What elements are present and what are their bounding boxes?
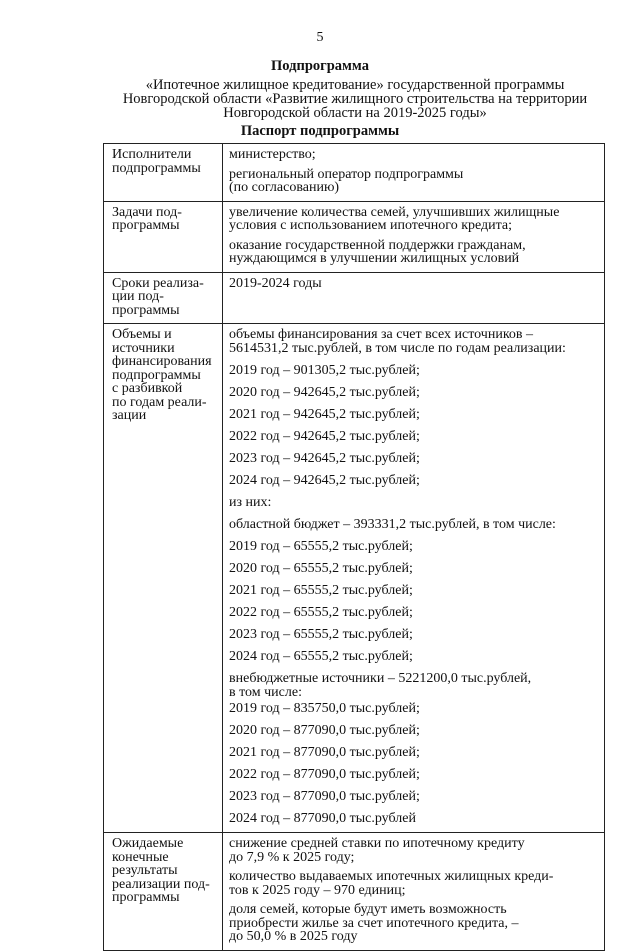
row-label	[104, 144, 223, 202]
value-paragraph	[229, 206, 599, 233]
financing-year-line: 2021 год – 942645,2 тыс.рублей;	[229, 407, 420, 422]
label-line: конечные	[112, 849, 169, 865]
financing-year-line: 2022 год – 942645,2 тыс.рублей;	[229, 429, 420, 444]
row-value	[223, 144, 605, 202]
table-row-results	[104, 833, 605, 951]
value-paragraph	[229, 148, 599, 162]
document-subtitle	[95, 78, 615, 120]
label-line: зации	[112, 408, 147, 423]
financing-year-line: 2019 год – 835750,0 тыс.рублей;	[229, 701, 420, 716]
document-title: Подпрограмма	[271, 58, 369, 74]
row-label	[104, 201, 223, 272]
label-line: по годам реали-	[112, 394, 207, 410]
label-line: Ожидаемые	[112, 836, 184, 851]
label-line: источники	[112, 340, 175, 356]
table-row-financing	[104, 324, 605, 833]
value-line: министерство;	[229, 147, 316, 162]
label-line: программы	[112, 302, 180, 318]
passport-table	[103, 143, 605, 951]
label-line: подпрограммы	[112, 367, 201, 383]
value-paragraph	[229, 168, 599, 195]
label-line: Задачи под-	[112, 204, 182, 220]
page-number: 5	[316, 30, 324, 45]
value-line: 2019-2024 годы	[229, 275, 322, 291]
financing-year-line: 2024 год – 942645,2 тыс.рублей;	[229, 473, 420, 488]
financing-of-which: из них:	[229, 495, 272, 510]
passport-title: Паспорт подпрограммы	[240, 123, 400, 139]
value-line: в том числе:	[229, 685, 302, 700]
label-line: финансирования	[112, 354, 212, 369]
value-line: до 50,0 % в 2025 году	[229, 929, 358, 944]
financing-year-line: 2024 год – 877090,0 тыс.рублей	[229, 811, 416, 826]
value-line: объемы финансирования за счет всех источников –	[229, 327, 534, 342]
financing-year-line: 2023 год – 942645,2 тыс.рублей;	[229, 451, 420, 466]
financing-total	[229, 328, 599, 364]
label-line: подпрограммы	[112, 160, 201, 176]
financing-year-line: 2022 год – 65555,2 тыс.рублей;	[229, 605, 413, 620]
financing-year-line: 2022 год – 877090,0 тыс.рублей;	[229, 767, 420, 782]
financing-year-line: 2019 год – 901305,2 тыс.рублей;	[229, 363, 420, 378]
financing-year-line: 2020 год – 877090,0 тыс.рублей;	[229, 723, 420, 738]
table-row-executors	[104, 144, 605, 202]
label-line: ции под-	[112, 289, 164, 304]
value-line: количество выдаваемых ипотечных жилищных креди-	[229, 869, 554, 884]
label-line: Объемы и	[112, 327, 172, 342]
value-line: увеличение количества семей, улучшивших жилищные	[229, 204, 560, 220]
table-row-terms	[104, 272, 605, 324]
row-label	[104, 833, 223, 951]
row-value	[223, 833, 605, 951]
financing-extra-budget	[229, 672, 599, 702]
row-value	[223, 201, 605, 272]
value-paragraph	[229, 837, 599, 864]
value-line: внебюджетные источники – 5221200,0 тыс.рублей,	[229, 671, 532, 686]
subtitle-line: Новгородской области на 2019-2025 годы»	[223, 105, 487, 121]
value-line: снижение средней ставки по ипотечному кредиту	[229, 836, 525, 851]
value-line: условия с использованием ипотечного кредита;	[229, 218, 513, 233]
value-line: приобрести жилье за счет ипотечного кредита, –	[229, 915, 519, 931]
value-paragraph	[229, 903, 599, 944]
label-line: Сроки реализа-	[112, 275, 204, 291]
label-line: программы	[112, 890, 180, 905]
value-paragraph	[229, 870, 599, 897]
value-line: доля семей, которые будут иметь возможность	[229, 902, 507, 917]
row-label	[104, 324, 223, 833]
value-line: тов к 2025 году – 970 единиц;	[229, 882, 406, 898]
label-line: результаты	[112, 863, 178, 878]
label-line: программы	[112, 218, 180, 233]
financing-year-line: 2019 год – 65555,2 тыс.рублей;	[229, 539, 413, 554]
financing-regional-budget: областной бюджет – 393331,2 тыс.рублей, в том числе:	[229, 517, 556, 532]
label-line: реализации под-	[112, 876, 210, 892]
value-line: нуждающимся в улучшении жилищных условий	[229, 251, 520, 266]
subtitle-line: Новгородской области «Развитие жилищного строительства на территории	[122, 91, 588, 107]
value-paragraph	[229, 239, 599, 266]
value-line: до 7,9 % к 2025 году;	[229, 849, 355, 865]
label-line: с разбивкой	[112, 381, 183, 396]
row-value	[223, 272, 605, 324]
value-line: (по согласованию)	[229, 180, 340, 195]
financing-year-line: 2021 год – 877090,0 тыс.рублей;	[229, 745, 420, 760]
financing-year-line: 2020 год – 942645,2 тыс.рублей;	[229, 385, 420, 400]
value-line: региональный оператор подпрограммы	[229, 166, 464, 182]
financing-year-line: 2023 год – 877090,0 тыс.рублей;	[229, 789, 420, 804]
label-line: Исполнители	[112, 147, 192, 162]
financing-year-line: 2024 год – 65555,2 тыс.рублей;	[229, 649, 413, 664]
subtitle-line: «Ипотечное жилищное кредитование» государственной программы	[145, 77, 565, 93]
row-value	[223, 324, 605, 833]
financing-year-line: 2020 год – 65555,2 тыс.рублей;	[229, 561, 413, 576]
value-line: 5614531,2 тыс.рублей, в том числе по годам реализации:	[229, 341, 566, 356]
row-label	[104, 272, 223, 324]
financing-year-line: 2023 год – 65555,2 тыс.рублей;	[229, 627, 413, 642]
financing-year-line: 2021 год – 65555,2 тыс.рублей;	[229, 583, 413, 598]
table-row-tasks	[104, 201, 605, 272]
value-line: оказание государственной поддержки гражданам,	[229, 237, 526, 253]
